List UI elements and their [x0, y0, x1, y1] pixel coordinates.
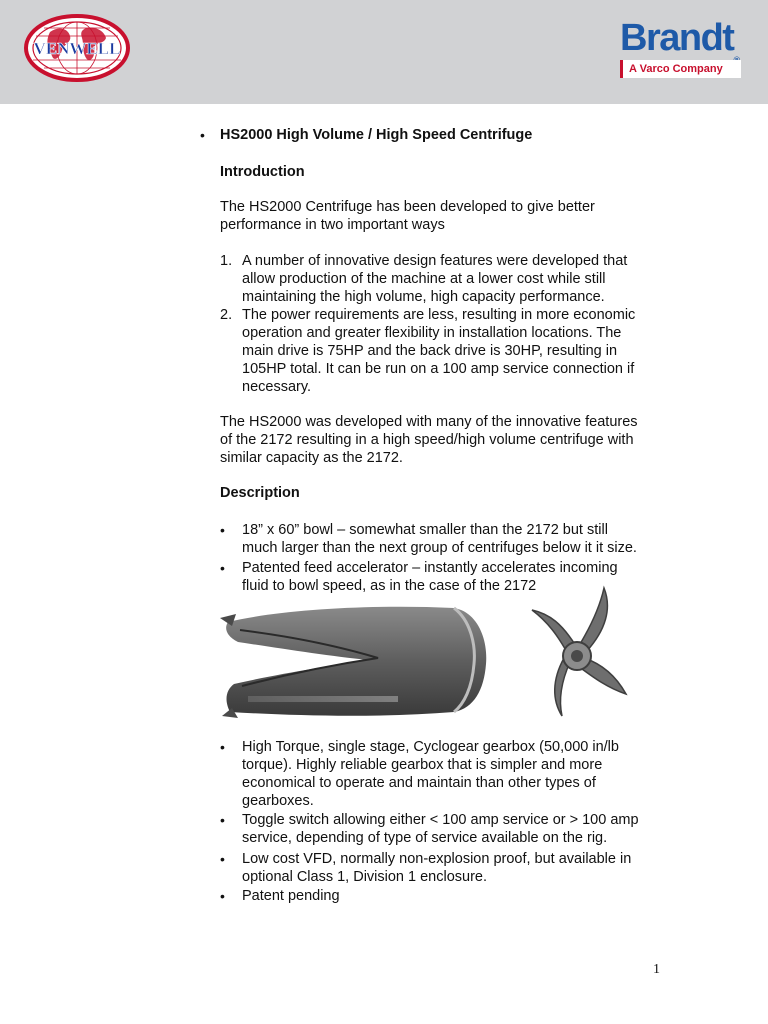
bullet-line: High Torque, single stage, Cyclogear gearbox (50,000 in/lb — [242, 739, 619, 755]
bullet-marker: • — [220, 812, 225, 828]
numbered-item-line: A number of innovative design features were developed that — [242, 253, 628, 269]
body-paragraph-line: The HS2000 was developed with many of the innovative features — [220, 414, 638, 430]
intro-heading: Introduction — [220, 164, 305, 180]
numbered-item-line: operation and greater flexibility in installation locations. The — [242, 325, 622, 341]
description-heading: Description — [220, 485, 300, 501]
bullet-line: service, depending of type of service available on the rig. — [242, 830, 608, 846]
body-paragraph-line: similar capacity as the 2172. — [220, 450, 403, 466]
bullet-marker: • — [220, 888, 225, 904]
venwell-logo — [24, 14, 130, 82]
page-number: 1 — [653, 962, 660, 977]
bullet-line: optional Class 1, Division 1 enclosure. — [242, 869, 488, 885]
brandt-tagline-box — [620, 60, 741, 78]
bullet-line: gearboxes. — [242, 793, 314, 809]
bullet-line: fluid to bowl speed, as in the case of the 2172 — [242, 578, 537, 594]
accelerator-rotor-image — [522, 584, 630, 720]
title-bullet: • — [200, 127, 205, 143]
brandt-logo-text: Brandt — [620, 17, 734, 59]
bullet-line: 18” x 60” bowl – somewhat smaller than the 2172 but still — [242, 522, 608, 538]
bullet-line: Toggle switch allowing either < 100 amp service or > 100 amp — [242, 812, 639, 828]
body-paragraph-line: of the 2172 resulting in a high speed/high volume centrifuge with — [220, 432, 634, 448]
brandt-tagline: A Varco Company — [629, 63, 723, 75]
intro-paragraph-line: performance in two important ways — [220, 217, 445, 233]
bullet-marker: • — [220, 851, 225, 867]
bullet-line: Patented feed accelerator – instantly accelerates incoming — [242, 560, 618, 576]
bullet-marker: • — [220, 560, 225, 576]
numbered-item-line: 105HP total. It can be run on a 100 amp service connection if — [242, 361, 635, 377]
numbered-item-line: The power requirements are less, resulting in more economic — [242, 307, 636, 323]
numbered-item-line: maintaining the high volume, high capacity performance. — [242, 289, 605, 305]
bullet-line: torque). Highly reliable gearbox that is simpler and more — [242, 757, 603, 773]
bullet-line: Patent pending — [242, 888, 340, 904]
bullet-line: much larger than the next group of centrifuges below it it size. — [242, 540, 637, 556]
numbered-item-marker: 1. — [220, 253, 233, 269]
venwell-logo-text: VENWELL — [33, 39, 121, 58]
bullet-line: Low cost VFD, normally non-explosion proof, but available in — [242, 851, 632, 867]
numbered-item-line: allow production of the machine at a lower cost while still — [242, 271, 606, 287]
bullet-marker: • — [220, 739, 225, 755]
document-title: HS2000 High Volume / High Speed Centrifuge — [220, 127, 533, 143]
header-band — [0, 0, 768, 104]
bullet-marker: • — [220, 522, 225, 538]
bullet-line: economical to operate and maintain than other types of — [242, 775, 596, 791]
intro-paragraph-line: The HS2000 Centrifuge has been developed to give better — [220, 199, 595, 215]
numbered-item-line: necessary. — [242, 379, 312, 395]
feed-accelerator-image — [218, 600, 490, 722]
brandt-logo — [620, 16, 740, 80]
numbered-item-line: main drive is 75HP and the back drive is 30HP, resulting in — [242, 343, 618, 359]
numbered-item-marker: 2. — [220, 307, 233, 323]
